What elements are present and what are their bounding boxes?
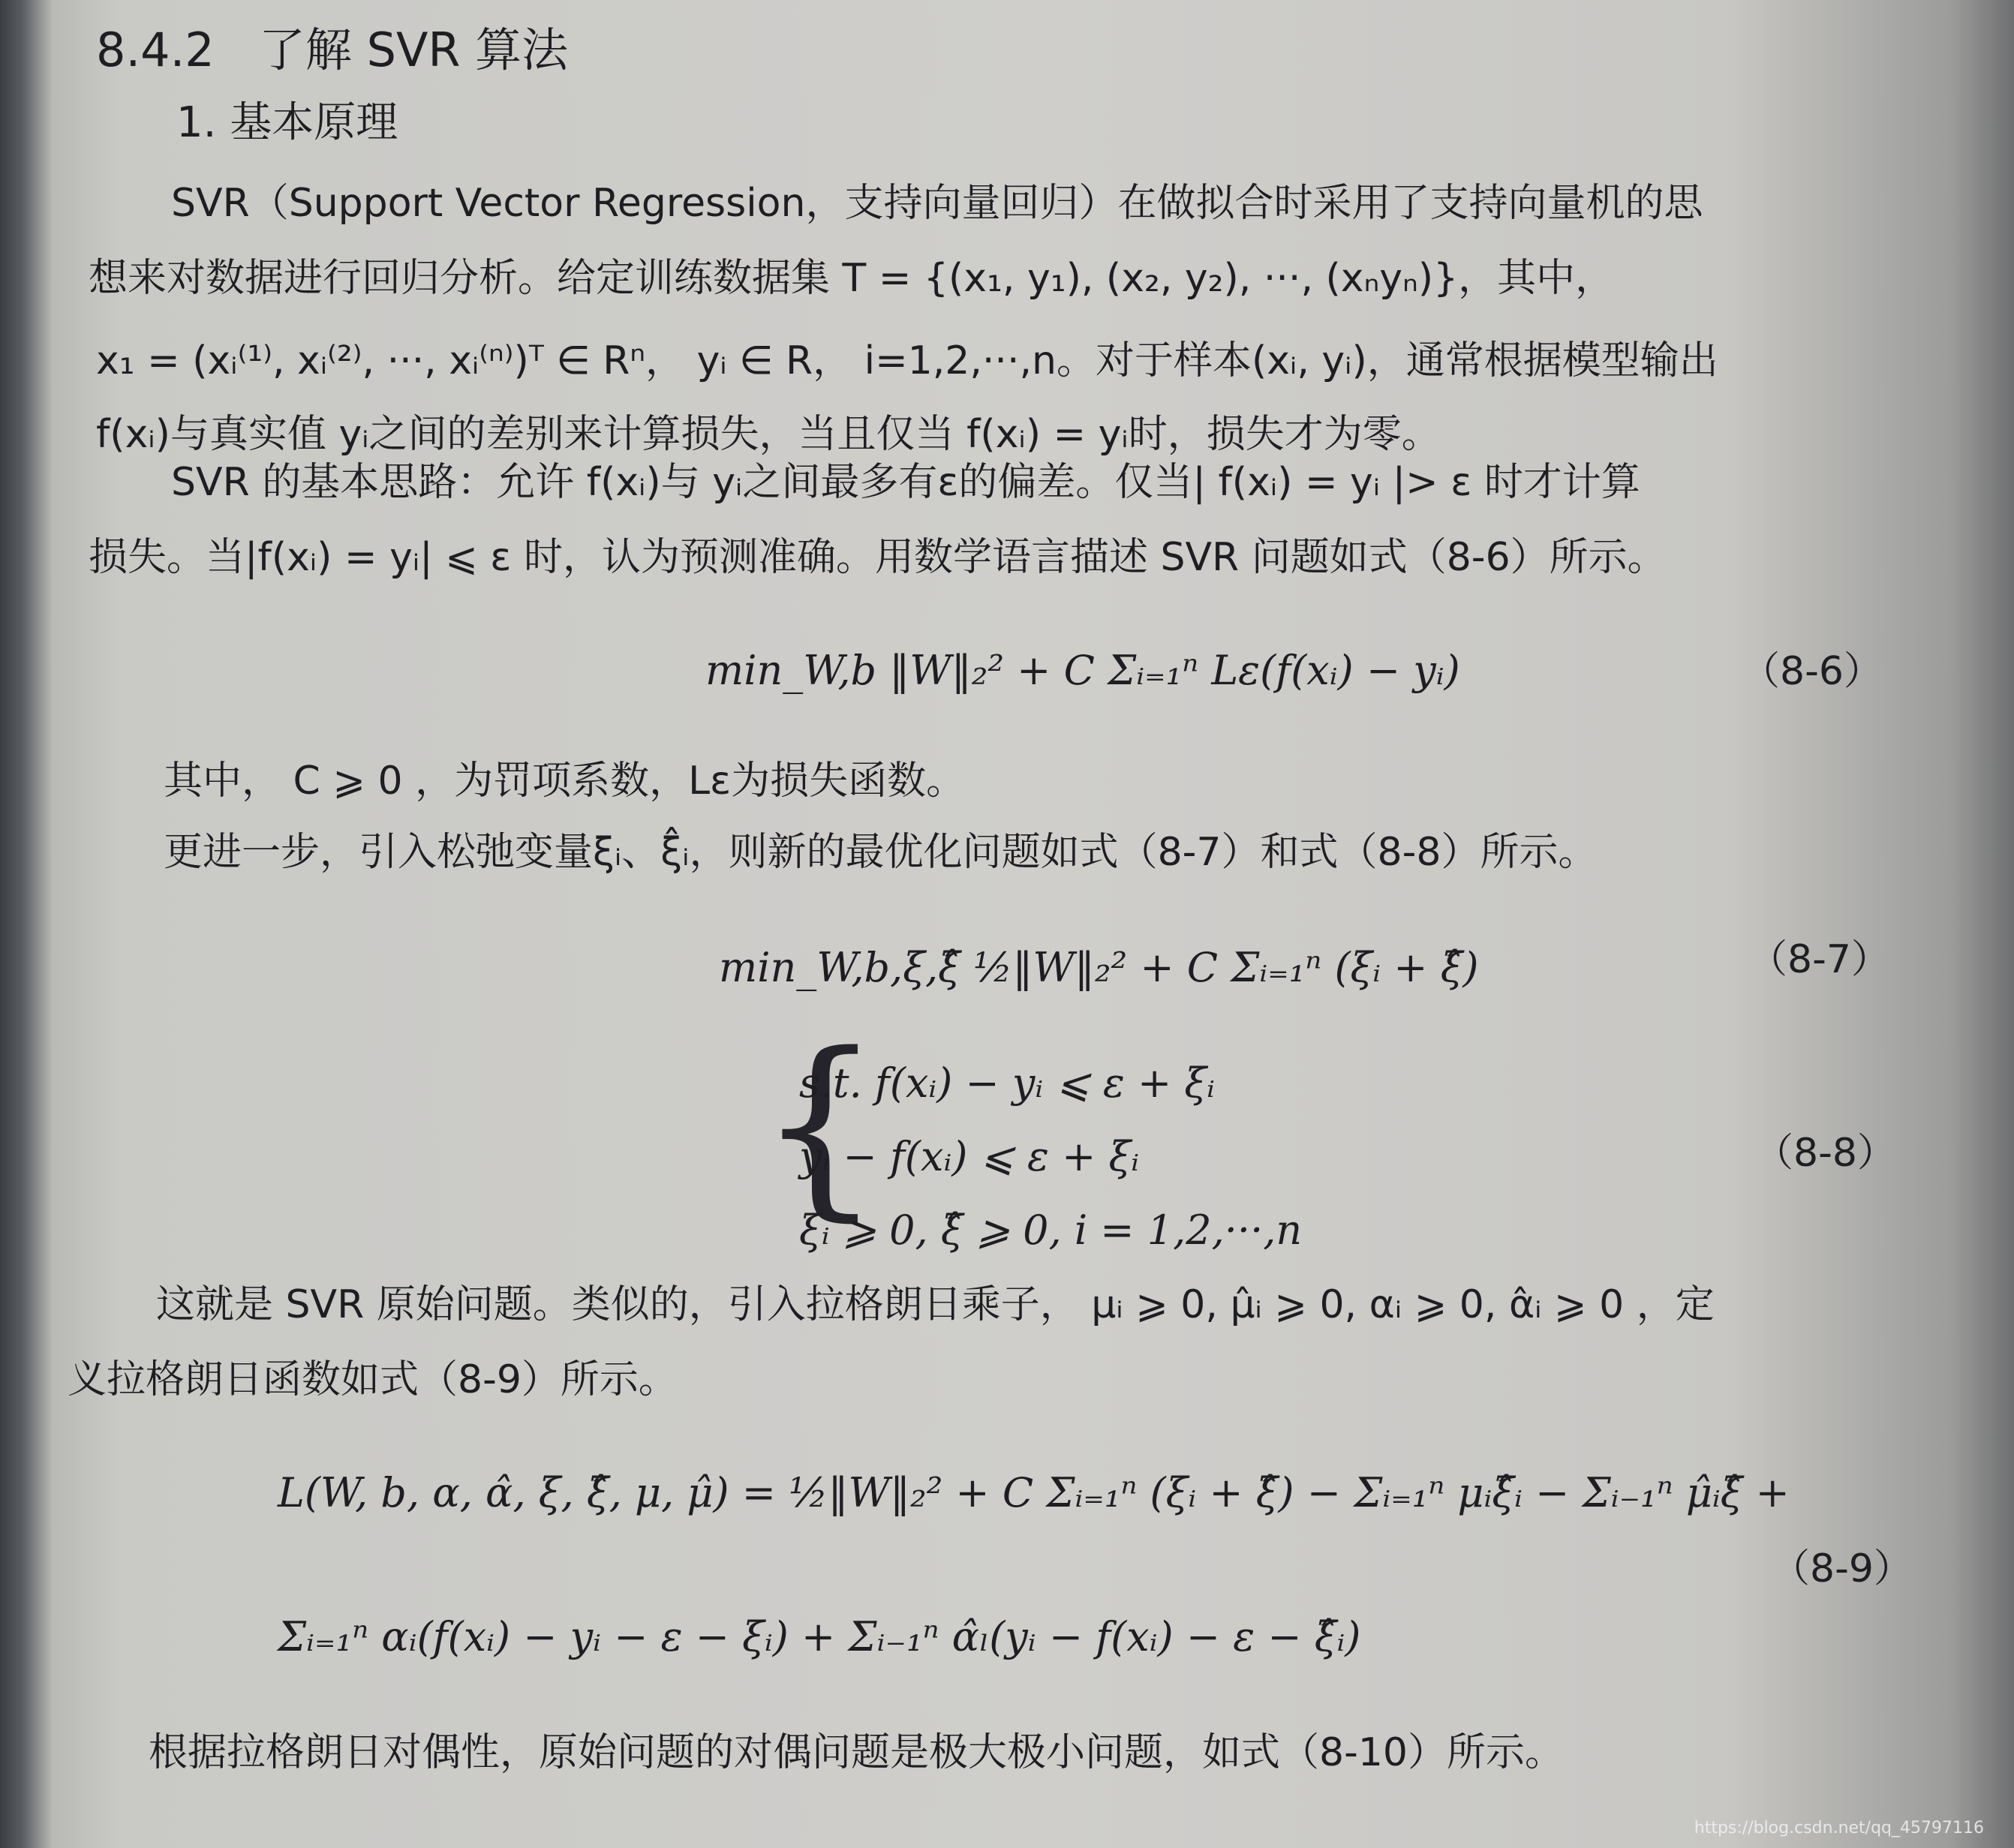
equation-8-9-line-1: L(W, b, α, α̂, ξ, ξ̂, μ, μ̂) = ½‖W‖₂² + C Σᵢ₌₁ⁿ (ξᵢ + ξ̂) − Σᵢ₌₁ⁿ μᵢξ̂ᵢ − Σᵢ₋₁ⁿ μ̂ᵢξ̂ +: [278, 1469, 1790, 1516]
paragraph-3: 其中， C ⩾ 0 ，为罚项系数，Lε为损失函数。: [164, 759, 966, 804]
paragraph-1-line-2: 想来对数据进行回归分析。给定训练数据集 T = {(x₁, y₁), (x₂, y₂), ···, (xₙyₙ)}，其中，: [89, 256, 1615, 301]
paragraph-5-line-2: 义拉格朗日函数如式（8-9）所示。: [68, 1357, 678, 1402]
section-number: 8.4.2: [96, 23, 215, 77]
paragraph-2-line-2: 损失。当|f(xᵢ) = yᵢ| ⩽ ε 时，认为预测准确。用数学语言描述 SVR 问题如式（8-6）所示。: [89, 535, 1667, 580]
equation-number-8-7: （8-7）: [1748, 937, 1890, 982]
equation-number-8-8: （8-8）: [1754, 1131, 1896, 1176]
paragraph-4: 更进一步，引入松弛变量ξᵢ、ξ̂ᵢ，则新的最优化问题如式（8-7）和式（8-8）所示。: [164, 830, 1598, 875]
section-heading: [96, 23, 568, 78]
paragraph-2-line-1: SVR 的基本思路：允许 f(xᵢ)与 yᵢ之间最多有ε的偏差。仅当| f(xᵢ) = yᵢ |> ε 时才计算: [171, 460, 1640, 505]
subsection-heading: 1. 基本原理: [176, 98, 398, 147]
equation-number-8-6: （8-6）: [1741, 649, 1883, 694]
paragraph-1-line-4: f(xᵢ)与真实值 yᵢ之间的差别来计算损失，当且仅当 f(xᵢ) = yᵢ时，损失才为零。: [96, 412, 1441, 457]
equation-8-6: min_W,b ‖W‖₂² + C Σᵢ₌₁ⁿ Lε(f(xᵢ) − yᵢ): [705, 647, 1460, 694]
paragraph-1-line-3: x₁ = (xᵢ⁽¹⁾, xᵢ⁽²⁾, ···, xᵢ⁽ⁿ⁾)ᵀ ∈ Rⁿ， yᵢ ∈ R， i=1,2,···,n。对于样本(xᵢ, yᵢ)，通常根据模型输出: [96, 338, 1718, 383]
paragraph-1-line-1: SVR（Support Vector Regression，支持向量回归）在做拟合时采用了支持向量机的思: [171, 181, 1703, 226]
constraint-line-3: ξᵢ ⩾ 0, ξ̂ ⩾ 0, i = 1,2,···,n: [799, 1206, 1303, 1254]
constraint-line-1: s.t. f(xᵢ) − yᵢ ⩽ ε + ξᵢ: [799, 1059, 1216, 1107]
equation-8-7: min_W,b,ξ,ξ̂ ½‖W‖₂² + C Σᵢ₌₁ⁿ (ξᵢ + ξ̂): [719, 944, 1479, 991]
watermark: https://blog.csdn.net/qq_45797116: [1694, 1819, 1984, 1837]
paragraph-5-line-1: 这就是 SVR 原始问题。类似的，引入拉格朗日乘子， μᵢ ⩾ 0, μ̂ᵢ ⩾ 0, αᵢ ⩾ 0, α̂ᵢ ⩾ 0 ，定: [156, 1282, 1715, 1327]
equation-8-9-line-2: Σᵢ₌₁ⁿ αᵢ(f(xᵢ) − yᵢ − ε − ξᵢ) + Σᵢ₋₁ⁿ α̂ₗ(yᵢ − f(xᵢ) − ε − ξ̂ᵢ): [278, 1613, 1361, 1660]
section-title: 了解 SVR 算法: [258, 23, 569, 77]
constraint-brace: {: [758, 1012, 882, 1239]
paragraph-6: 根据拉格朗日对偶性，原始问题的对偶问题是极大极小问题，如式（8-10）所示。: [149, 1730, 1565, 1775]
constraint-line-2: yᵢ − f(xᵢ) ⩽ ε + ξᵢ: [799, 1133, 1140, 1180]
equation-number-8-9: （8-9）: [1771, 1546, 1913, 1591]
